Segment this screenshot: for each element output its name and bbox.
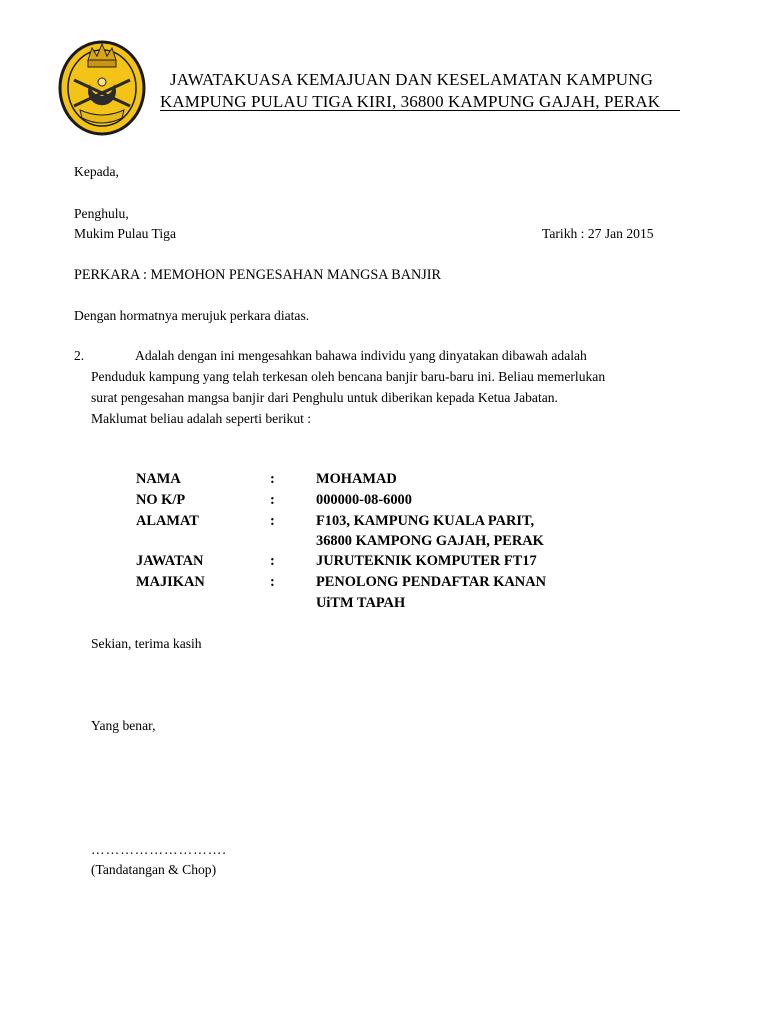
detail-label-jawatan: JAWATAN <box>136 553 204 569</box>
detail-value-majikan-1: PENOLONG PENDAFTAR KANAN <box>316 574 546 590</box>
detail-colon: : <box>270 492 275 508</box>
detail-label-alamat: ALAMAT <box>136 513 199 529</box>
salutation-kepada: Kepada, <box>74 164 119 179</box>
detail-value-nokp: 000000-08-6000 <box>316 492 412 508</box>
detail-label-nokp: NO K/P <box>136 492 186 508</box>
recipient-name: Penghulu, <box>74 206 129 221</box>
detail-value-alamat-1: F103, KAMPUNG KUALA PARIT, <box>316 513 535 529</box>
letterhead-line-2: KAMPUNG PULAU TIGA KIRI, 36800 KAMPUNG GAJAH, PERAK <box>160 92 661 111</box>
detail-colon: : <box>270 574 275 590</box>
detail-value-majikan-2: UiTM TAPAH <box>316 595 406 611</box>
paragraph-line: Penduduk kampung yang telah terkesan oleh bencana banjir baru-baru ini. Beliau memerlukan <box>91 369 606 384</box>
detail-colon: : <box>270 553 275 569</box>
paragraph-number: 2. <box>74 348 85 363</box>
detail-colon: : <box>270 471 275 487</box>
detail-value-nama: MOHAMAD <box>316 471 397 487</box>
sign-off: Yang benar, <box>91 718 156 733</box>
detail-label-majikan: MAJIKAN <box>136 574 205 590</box>
detail-value-jawatan: JURUTEKNIK KOMPUTER FT17 <box>316 553 537 569</box>
closing-line: Sekian, terima kasih <box>91 636 202 651</box>
signature-line: ………………………. <box>91 842 227 857</box>
paragraph-line: Maklumat beliau adalah seperti berikut : <box>91 411 312 426</box>
signature-caption: (Tandatangan & Chop) <box>91 862 217 877</box>
detail-colon: : <box>270 513 275 529</box>
detail-value-alamat-2: 36800 KAMPONG GAJAH, PERAK <box>316 533 544 549</box>
perak-crest-logo <box>56 36 148 136</box>
subject-line: PERKARA : MEMOHON PENGESAHAN MANGSA BANJIR <box>74 267 441 283</box>
recipient-place: Mukim Pulau Tiga <box>74 226 176 241</box>
detail-label-nama: NAMA <box>136 471 181 487</box>
paragraph-line: Adalah dengan ini mengesahkan bahawa individu yang dinyatakan dibawah adalah <box>135 348 587 363</box>
letterhead-rule <box>160 110 680 111</box>
letterhead-line-1: JAWATAKUASA KEMAJUAN DAN KESELAMATAN KAMPUNG <box>170 70 653 89</box>
letter-date: Tarikh : 27 Jan 2015 <box>542 226 654 241</box>
opening-line: Dengan hormatnya merujuk perkara diatas. <box>74 308 310 323</box>
paragraph-line: surat pengesahan mangsa banjir dari Penghulu untuk diberikan kepada Ketua Jabatan. <box>91 390 558 405</box>
